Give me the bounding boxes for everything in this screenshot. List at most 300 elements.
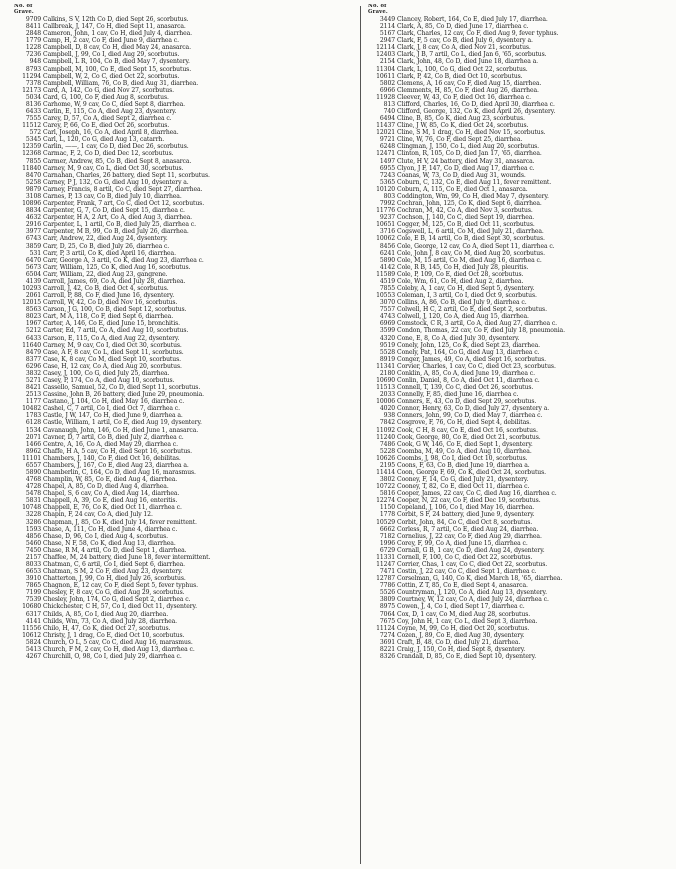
grave-number: 11247 [376,561,395,569]
grave-entry [368,504,668,511]
grave-number: 5460 [25,539,41,547]
entry-text: Condon, Thomas, 22 cav, Co F, died July 18, pneumonia. [397,327,565,335]
entry-text: Connelly, F, 85, died June 16, diarrhea c. [397,391,519,399]
grave-number: 6969 [379,320,395,328]
grave-number: 2180 [379,369,395,377]
grave-number: 5228 [379,447,395,455]
grave-entry [14,412,352,419]
grave-entry [368,66,668,73]
column-divider [360,6,361,864]
grave-entry [368,441,668,448]
entry-text: Carl, L, 120, Co G, died Aug 13, catarrh. [43,136,165,144]
entry-text: Conners, E, 43, Co D, died Sept 29, scorbutus. [397,398,537,406]
grave-entry [14,313,352,320]
grave-entry [368,618,668,625]
entry-text: Case, A F, 8 cav, Co L, died Sept 11, scorbutus. [43,348,184,356]
grave-entry [368,299,668,306]
grave-entry [368,271,668,278]
grave-number: 5831 [25,497,41,505]
grave-number: 3910 [25,575,41,583]
grave-entry [368,313,668,320]
grave-entry [14,143,352,150]
grave-entry [14,476,352,483]
entry-text: Courtney, W, 12 cav, Co A, died July 24, diarrhea c. [397,596,549,604]
entry-text: Colwell, J, 120, Co A, died Aug 15, diarrhea. [397,313,529,321]
grave-entry [14,150,352,157]
grave-number: 12114 [376,44,395,52]
grave-entry [368,377,668,384]
entry-text: Carmac, F, 2, Co D, died Dec 12, scorbutus. [43,150,174,158]
grave-number: 7842 [379,419,395,427]
grave-number: 9721 [379,136,395,144]
grave-entry [14,172,352,179]
grave-number: 5802 [379,79,395,87]
grave-entry [368,115,668,122]
grave-number: 10612 [22,631,41,639]
grave-number: 7064 [379,610,395,618]
grave-number: 8221 [379,645,395,653]
entry-text: Cavanaugh, John, 146, Co H, died June 1, anasarca. [43,426,199,434]
grave-number: 11512 [22,122,41,130]
grave-entry [14,611,352,618]
entry-text: Cassine, John B, 26 battery, died June 29, pneumonia. [43,391,205,399]
entry-text: Clark, P, 42, Co B, died Oct 10, scorbutus. [397,72,523,80]
entry-text: Chase, D, 96, Co I, died Aug 4, scorbutus. [43,532,168,540]
grave-number: 7199 [25,589,41,597]
grave-number: 3599 [379,327,395,335]
grave-number: 6653 [25,568,41,576]
entry-text: Cole, John J, 8 cav, Co M, died Aug 20, scorbutus. [397,249,545,257]
grave-entry [368,639,668,646]
grave-entry [368,497,668,504]
grave-number: 2033 [379,391,395,399]
entry-text: Cochson, J, 140, Co C, died Sept 19, diarrhea. [397,214,535,222]
grave-entry [14,646,352,653]
grave-number: 9709 [25,16,41,23]
grave-entry [368,179,668,186]
grave-entry [368,611,668,618]
grave-entry [14,469,352,476]
grave-number: 7243 [379,171,395,179]
grave-number: 1228 [25,44,41,52]
grave-entry [368,398,668,405]
grave-number: 3108 [25,192,41,200]
grave-entry [14,490,352,497]
grave-number: 11776 [376,207,395,215]
grave-number: 11928 [376,93,395,101]
entry-text: Cline, J W, 85, Co K, died Oct 24, scorbutus. [397,122,529,130]
grave-entry [14,603,352,610]
grave-entry [14,214,352,221]
grave-entry [14,257,352,264]
grave-number: 3070 [379,299,395,307]
entry-text: Church, F M, 2 cav, Co H, died Aug 13, diarrhea c. [43,645,195,653]
grave-number: 938 [383,412,395,420]
grave-number: 5824 [25,638,41,646]
grave-entry [14,320,352,327]
grave-number: 6128 [25,419,41,427]
grave-number: 9519 [379,341,395,349]
grave-entry [368,327,668,334]
entry-text: Coomba, M, 49, Co A, died Aug 10, diarrhea. [397,447,532,455]
grave-number: 11341 [376,362,395,370]
grave-entry [14,504,352,511]
grave-entry [368,94,668,101]
grave-entry [14,292,352,299]
entry-text: Corvier, Charles, 1 cav, Co C, died Oct 23, scorbutus. [397,362,556,370]
entry-text: Chatman, C, 6 artil, Co I, died Sept 6, diarrhea. [43,561,185,569]
grave-number: 8421 [25,384,41,392]
grave-entry [368,632,668,639]
grave-number: 2947 [379,37,395,45]
entry-text: Coddington, Wm, 99, Co H, died May 7, dysentery. [397,192,549,200]
entry-text: Chase, N F, 58, Co K, died Aug 13, diarrhea. [43,539,176,547]
entry-text: Carson, E, 115, Co A, died Aug 22, dysentery. [43,334,180,342]
grave-entry [368,108,668,115]
grave-number: 531 [29,249,41,257]
grave-entry [368,235,668,242]
entry-text: Chilo, H, 47, Co K, died Oct 27, scorbutus. [43,624,171,632]
entry-text: Chatterton, J, 99, Co H, died July 26, scorbutus. [43,575,186,583]
grave-number: 7855 [379,284,395,292]
grave-number: 5478 [25,490,41,498]
grave-number: 4728 [25,483,41,491]
grave-number: 6317 [25,610,41,618]
grave-number: 3977 [25,228,41,236]
grave-entry [368,603,668,610]
grave-entry [14,87,352,94]
entry-text: Coleman, I, 3 artil, Co I, died Oct 9, scorbutus. [397,292,537,300]
grave-entry [14,108,352,115]
entry-text: Coanas, W, 73, Co D, died Aug 31, wounds. [397,171,526,179]
entry-text: Casey, J, 100, Co G, died July 25, diarrhea. [43,369,170,377]
grave-number: 7539 [25,596,41,604]
grave-entry [368,101,668,108]
entry-text: Conely, John, 125, Co K, died Sept 23, diarrhea. [397,341,540,349]
grave-entry [14,618,352,625]
grave-number: 5526 [379,589,395,597]
grave-number: 10482 [22,405,41,413]
grave-entry [368,335,668,342]
grave-entry [368,44,668,51]
grave-number: 2071 [25,433,41,441]
grave-number: 4020 [379,405,395,413]
entry-text: Conlin, Daniel, 8, Co A, died Oct 11, diarrhea c. [397,376,540,384]
grave-entry [14,427,352,434]
entry-text: Carpenter, M B, 99, Co B, died July 26, diarrhea. [43,228,189,236]
grave-entry [14,455,352,462]
grave-entry [14,278,352,285]
grave-entry [14,434,352,441]
grave-number: 8563 [25,306,41,314]
grave-number: 3859 [25,242,41,250]
entry-text: Cleever, W, 43, Co F, died Oct 16, diarrhea c. [397,93,531,101]
grave-entry [368,342,668,349]
grave-number: 8456 [379,242,395,250]
grave-entry [368,490,668,497]
entry-text: Cook, George, 80, Co E, died Oct 21, scorbutus. [397,433,541,441]
entry-text: Carney, P J, 132, Co G, died Aug 10, dysentery a. [43,178,189,186]
grave-number: 813 [383,100,395,108]
grave-number: 8479 [25,348,41,356]
grave-number: 6494 [379,115,395,123]
entry-text: Chatman, S M, 2 Co F, died Aug 23, dysentery. [43,568,183,576]
grave-number: 1534 [25,426,41,434]
grave-number: 10006 [376,398,395,406]
grave-number: 7486 [379,440,395,448]
grave-number: 4142 [379,263,395,271]
grave-number: 11331 [376,553,395,561]
entry-text: Copeland, J, 106, Co I, died May 16, diarrhea. [397,504,535,512]
grave-entry [368,292,668,299]
entry-text: Carter, Ed, 7 artil, Co A, died Aug 10, scorbutus. [43,327,189,335]
grave-entry [14,377,352,384]
entry-text: Carter, A, 146, Co E, died June 15, bronchitis. [43,320,180,328]
entry-text: Christy, J, 1 drag, Co E, died Oct 10, scorbutus. [43,631,185,639]
entry-text: Carney, M, 9 cav, Co I, died Oct 30, scorbutus. [43,341,182,349]
grave-entry [368,455,668,462]
grave-number: 11294 [22,72,41,80]
grave-number: 1778 [379,511,395,519]
grave-number: 7555 [25,115,41,123]
grave-number: 11092 [376,426,395,434]
grave-entry [368,172,668,179]
entry-text: Coons, F, 63, Co B, died June 19, diarrhea a. [397,461,530,469]
grave-number: 11840 [22,164,41,172]
grave-entry [368,448,668,455]
grave-entry [368,384,668,391]
entry-text: Cooper, N, 22 cav, Co F, died Dec 19, scorbutus. [397,497,541,505]
entry-text: Church, O L, 5 cav, Co C, died Aug 16, marasmus. [43,638,193,646]
grave-number: 10626 [376,454,395,462]
grave-number: 8470 [25,171,41,179]
entry-text: Chaffe, H A, 5 cav, Co H, died Sept 16, scorbutus. [43,447,193,455]
grave-entry [14,625,352,632]
grave-entry [14,129,352,136]
entry-text: Clingman, J, 150, Co L, died Aug 20, scorbutus. [397,143,540,151]
grave-number: 9879 [25,185,41,193]
entry-text: Carhome, W, 9 cav, Co C, died Sept 8, diarrhea. [43,100,185,108]
entry-text: Cozen, J, 89, Co E, died Aug 30, dysentery. [397,631,525,639]
entry-text: Cornell, F, 100, Co C, died Oct 22, scorbutus. [397,553,533,561]
grave-number: 803 [383,192,395,200]
entry-text: Coleby, A, 1 cav, Co H, died Sept 5, dysentery. [397,284,535,292]
entry-text: Corrier, Chas, 1 cav, Co C, died Oct 22, scorbutus. [397,561,548,569]
grave-entry [14,356,352,363]
grave-entry [368,405,668,412]
entry-text: Carey, P, 66, Co E, died Oct 26, scorbutus. [43,122,170,130]
entry-text: Carr, William, 22, died Aug 23, gangrene. [43,270,168,278]
grave-entry [368,51,668,58]
entry-text: Clark, L, 100, Co G, died Oct 22, scorbutus. [397,65,528,73]
grave-number: 10120 [376,185,395,193]
entry-text: Corless, R, 7 artil, Co E, died Aug 24, diarrhea. [397,525,539,533]
grave-entry [368,264,668,271]
grave-entry [368,165,668,172]
entry-text: Chapman, J, 85, Co K, died July 14, fever remittent. [43,518,197,526]
grave-number: 4743 [379,313,395,321]
grave-number: 11304 [376,65,395,73]
entry-text: Clark, J B, 7 artil, Co L, died Jan 6, '65, scorbutus. [397,51,547,59]
entry-text: Chambers, J, 140, Co F, died Oct 16, debilitas. [43,454,181,462]
grave-number: 8023 [25,313,41,321]
entry-text: Cochran, M, 42, Co A, died Nov 3, scorbutus. [397,207,533,215]
grave-number: 3286 [25,518,41,526]
grave-entry [368,370,668,377]
entry-text: Cogger, M, 125, Co B, died Oct 11, scorbutus. [397,221,535,229]
grave-number: 5167 [379,30,395,38]
grave-entry [368,511,668,518]
entry-text: Card, A, 142, Co G, died Nov 27, scorbutus. [43,86,174,94]
entry-text: Cook, G W, 146, Co E, died Sept 1, dysentery. [397,440,533,448]
grave-number: 7786 [379,582,395,590]
grave-number: 10651 [376,221,395,229]
grave-entry [368,214,668,221]
entry-text: Carr, P, 3 artil, Co K, died April 16, diarrhea. [43,249,176,257]
grave-number: 5034 [25,93,41,101]
grave-number: 12471 [376,150,395,158]
grave-entry [368,80,668,87]
grave-entry [368,306,668,313]
entry-text: Champlin, W, 85, Co E, died Aug 4, diarrhea. [43,476,178,484]
entry-text: Cogswell, L, 6 artil, Co M, died July 21, diarrhea. [397,228,544,236]
entry-text: Conger, James, 49, Co A, died Sept 16, scorbutus. [397,355,546,363]
entry-text: Clark, A, 85, Co D, died June 17, diarrhea c. [397,23,529,31]
grave-entry [14,335,352,342]
grave-entry [368,257,668,264]
grave-entry [368,221,668,228]
grave-entry [368,200,668,207]
grave-entry [368,150,668,157]
grave-entry [368,391,668,398]
grave-entry [14,200,352,207]
entry-text: Cavner, D, 7 artil, Co B, died July 2, diarrhea c. [43,433,184,441]
entry-text: Carmer, Andrew, 85, Co B, died Sept 8, anasarca. [43,157,192,165]
grave-entry [368,136,668,143]
grave-number: 5212 [25,327,41,335]
entry-text: Cole, George, 12 cav, Co A, died Sept 11, diarrhea c. [397,242,555,250]
entry-text: Centre, A, 16, Co A, died May 29, diarrhea c. [43,440,178,448]
grave-entry [14,16,352,23]
header-line-1: No. of [368,4,387,9]
grave-entry [368,23,668,30]
entry-text: Clute, H V, 24 battery, died May 31, anasarca. [397,157,535,165]
grave-number: 1593 [25,525,41,533]
grave-number: 6433 [25,334,41,342]
grave-number: 6662 [379,525,395,533]
grave-entry [14,384,352,391]
grave-entry [368,73,668,80]
grave-number: 11240 [376,433,395,441]
grave-entry [368,533,668,540]
entry-text: Childs, A, 85, Co I, died Aug 20, diarrhea. [43,610,169,618]
entry-text: Carpenter, G, 7, Co D, died Sept 15, diarrhea c. [43,207,185,215]
entry-text: Cline, B, 85, Co K, died Aug 23, scorbutus. [397,115,525,123]
left-column [14,4,352,864]
entry-text: Chase, R M, 4 artil, Co D, died Sept 1, diarrhea. [43,546,187,554]
entry-text: Cottin, Z T, 85, Co E, died Sept 4, anasarca. [397,582,528,590]
grave-number: 4139 [25,277,41,285]
grave-entry [14,589,352,596]
header-line-2: Grave. [368,8,388,15]
entry-text: Cline, W, 76, Co F, died Sept 25, diarrhea. [397,136,523,144]
grave-entry [14,441,352,448]
entry-text: Campbell, D, 8 cav, Co H, died May 24, anasarca. [43,44,191,52]
grave-entry [14,568,352,575]
grave-number: 7274 [379,631,395,639]
grave-number: 6729 [379,546,395,554]
grave-entry [14,122,352,129]
grave-number: 1996 [379,539,395,547]
entry-text: Conners, John, 99, Co D, died May 7, diarrhea c. [397,412,543,420]
entry-text: Corbit, John, 84, Co C, died Oct 8, scorbutus. [397,518,533,526]
grave-entry [14,44,352,51]
grave-number: 2154 [379,58,395,66]
entry-text: Corbit, S F, 24 battery, died June 9, dysentery. [397,511,535,519]
grave-number: 6433 [25,108,41,116]
entry-text: Cone, E, 8, Co A, died July 30, dysentery. [397,334,520,342]
entry-text: Carney, M, 9 cav, Co L, died Oct 30, scorbutus. [43,164,184,172]
entry-text: Cline, S M, 1 drag, Co H, died Nov 15, scorbutus. [397,129,546,137]
grave-number: 11437 [376,122,395,130]
entry-text: Clemments, H, 85, Co F, died Aug 26, diarrhea. [397,86,539,94]
entry-text: Coy, John H, 1 cav, Co L, died Sept 3, diarrhea. [397,617,538,625]
grave-entry [368,158,668,165]
entry-text: Coburn, A, 115, Co E, died Oct 1, anasarca. [397,185,528,193]
grave-number: 3691 [379,638,395,646]
grave-entry [14,243,352,250]
grave-number: 572 [29,129,41,137]
entry-text: Campbell, L R, 104, Co B, died May 7, dysentery. [43,58,190,66]
grave-number: 5365 [379,178,395,186]
entry-text: Chaffee, M, 24 battery, died June 18, fever intermittent. [43,553,211,561]
entry-text: Castle, William, 1 artil, Co E, died Aug 19, dysentery. [43,419,202,427]
grave-number: 7855 [25,157,41,165]
entry-text: Corey, F, 99, Co A, died June 15, diarrhea c. [397,539,528,547]
entry-text: Chambers, J, 167, Co E, died Aug 23, diarrhea a. [43,461,189,469]
grave-entry [14,23,352,30]
grave-number: 12787 [376,575,395,583]
entry-text: Coyne, M, 99, Co H, died Oct 20, scorbutus. [397,624,530,632]
entry-text: Chamberlin, C, 164, Co D, died Aug 16, marasmus. [43,469,196,476]
entry-text: Clark, John, 48, Co D, died June 18, diarrhea a. [397,58,538,66]
grave-entry [368,349,668,356]
grave-number: 10722 [376,483,395,491]
grave-number: 4320 [379,334,395,342]
header-line-1: No. of [14,4,33,9]
grave-entry [14,136,352,143]
grave-entry [14,575,352,582]
grave-entry [14,419,352,426]
grave-number: 12359 [22,143,41,151]
entry-text: Campbell, William, 76, Co B, died Aug 31, diarrhea. [43,79,199,87]
entry-text: Case, K, 8 cav, Co M, died Sept 10, scorbutus. [43,355,181,363]
entry-text: Chesley, F, 8 cav, Co G, died Aug 29, scorbutus. [43,589,185,597]
entry-text: Chappell, A, 39, Co E, died Aug 16, enteritis. [43,497,178,505]
grave-entry [14,497,352,504]
grave-entry [368,243,668,250]
grave-number: 8919 [379,355,395,363]
grave-entry [14,398,352,405]
grave-number: 6470 [25,256,41,264]
grave-entry [368,476,668,483]
grave-number: 4519 [379,277,395,285]
grave-entry [368,129,668,136]
grave-number: 6241 [379,249,395,257]
entry-text: Cole, M, 15 artil, Co M, died Aug 16, diarrhea c. [397,256,542,264]
entry-text: Cart, M A, 118, Co F, died Sept 6, diarrhea. [43,313,174,321]
grave-entry [368,37,668,44]
